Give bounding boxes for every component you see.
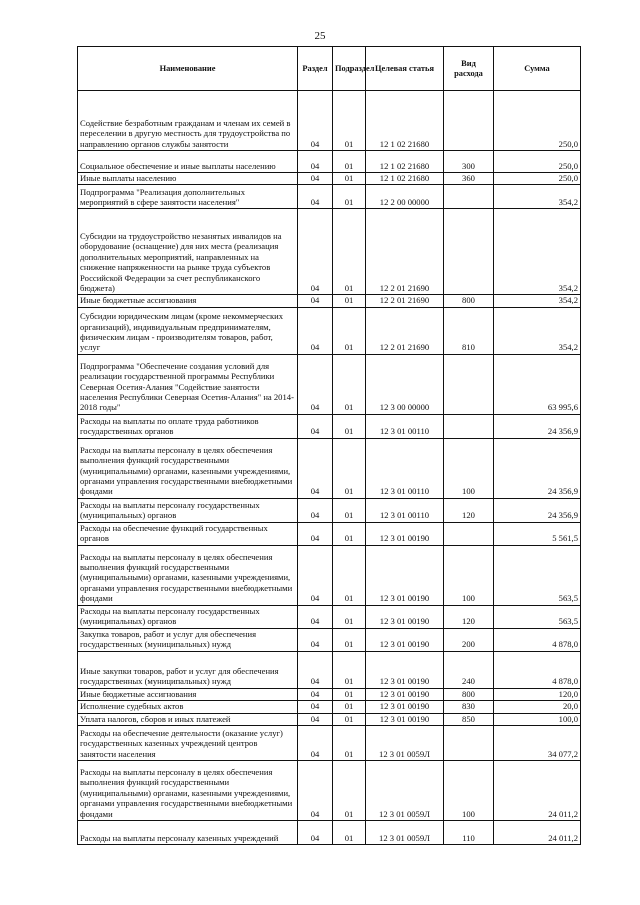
cell-amount: 5 561,5 bbox=[494, 522, 581, 545]
cell-section: 04 bbox=[298, 185, 333, 209]
table-row bbox=[78, 354, 581, 414]
cell-subsection: 01 bbox=[333, 295, 366, 307]
cell-target: 12 3 01 00190 bbox=[366, 701, 444, 713]
cell-subsection: 01 bbox=[333, 209, 366, 295]
cell-name: Содействие безработным гражданам и членам их семей в переселении в другую местность для трудоустройства по направлению органов службы занятости bbox=[78, 91, 298, 151]
cell-amount: 250,0 bbox=[494, 91, 581, 151]
cell-subsection: 01 bbox=[333, 726, 366, 761]
table-row bbox=[78, 498, 581, 522]
cell-expense-type: 120 bbox=[444, 498, 494, 522]
cell-section: 04 bbox=[298, 821, 333, 845]
cell-section: 04 bbox=[298, 605, 333, 628]
cell-name: Подпрограмма "Обеспечение создания условий для реализации государственной программы Республики Северная Осетия-Алания "Содействие занятости населения Республики Северная Осетия-Алания" на 2014-2018 годы" bbox=[78, 354, 298, 414]
cell-amount: 120,0 bbox=[494, 688, 581, 700]
cell-section: 04 bbox=[298, 688, 333, 700]
cell-expense-type: 300 bbox=[444, 151, 494, 173]
cell-amount: 20,0 bbox=[494, 701, 581, 713]
table-row bbox=[78, 545, 581, 605]
table-row bbox=[78, 726, 581, 761]
table-row bbox=[78, 151, 581, 173]
cell-amount: 24 356,9 bbox=[494, 498, 581, 522]
cell-section: 04 bbox=[298, 209, 333, 295]
header-expense-type: Вид расхода bbox=[444, 47, 494, 91]
cell-target: 12 3 01 00110 bbox=[366, 498, 444, 522]
cell-name: Иные закупки товаров, работ и услуг для обеспечения государственных (муниципальных) нужд bbox=[78, 651, 298, 688]
cell-subsection: 01 bbox=[333, 173, 366, 185]
cell-expense-type: 200 bbox=[444, 628, 494, 651]
cell-subsection: 01 bbox=[333, 91, 366, 151]
cell-subsection: 01 bbox=[333, 438, 366, 498]
cell-expense-type: 120 bbox=[444, 605, 494, 628]
cell-expense-type: 800 bbox=[444, 688, 494, 700]
cell-subsection: 01 bbox=[333, 545, 366, 605]
cell-amount: 354,2 bbox=[494, 185, 581, 209]
cell-amount: 563,5 bbox=[494, 605, 581, 628]
cell-amount: 4 878,0 bbox=[494, 628, 581, 651]
cell-amount: 100,0 bbox=[494, 713, 581, 725]
cell-subsection: 01 bbox=[333, 185, 366, 209]
cell-section: 04 bbox=[298, 151, 333, 173]
table-row bbox=[78, 438, 581, 498]
table-row bbox=[78, 307, 581, 354]
cell-amount: 24 011,2 bbox=[494, 761, 581, 821]
cell-name: Субсидии на трудоустройство незанятых инвалидов на оборудование (оснащение) для них места (реализация дополнительных мероприятий, направленных на снижение напряженности на рынке труда субъектов Российской Федерации за счет республиканского бюджета) bbox=[78, 209, 298, 295]
cell-expense-type bbox=[444, 414, 494, 438]
cell-section: 04 bbox=[298, 651, 333, 688]
cell-name: Иные бюджетные ассигнования bbox=[78, 295, 298, 307]
cell-name: Расходы на выплаты персоналу государственных (муниципальных) органов bbox=[78, 605, 298, 628]
cell-amount: 4 878,0 bbox=[494, 651, 581, 688]
header-section: Раздел bbox=[298, 47, 333, 91]
cell-amount: 354,2 bbox=[494, 295, 581, 307]
cell-target: 12 2 01 21690 bbox=[366, 209, 444, 295]
cell-amount: 354,2 bbox=[494, 307, 581, 354]
table-header-row bbox=[78, 47, 581, 91]
cell-target: 12 3 01 00190 bbox=[366, 713, 444, 725]
table-row bbox=[78, 91, 581, 151]
cell-amount: 354,2 bbox=[494, 209, 581, 295]
cell-name: Субсидии юридическим лицам (кроме некоммерческих организаций), индивидуальным предпринимателям, физическим лицам - производителям товаров, работ, услуг bbox=[78, 307, 298, 354]
cell-expense-type bbox=[444, 209, 494, 295]
cell-subsection: 01 bbox=[333, 713, 366, 725]
cell-section: 04 bbox=[298, 354, 333, 414]
cell-name: Расходы на выплаты по оплате труда работников государственных органов bbox=[78, 414, 298, 438]
cell-expense-type: 830 bbox=[444, 701, 494, 713]
cell-expense-type: 810 bbox=[444, 307, 494, 354]
table-row bbox=[78, 688, 581, 700]
cell-name: Расходы на выплаты персоналу в целях обеспечения выполнения функций государственными (муниципальными) органами, казенными учреждениями, органами управления государственными внебюджетными фондами bbox=[78, 545, 298, 605]
cell-subsection: 01 bbox=[333, 498, 366, 522]
cell-target: 12 1 02 21680 bbox=[366, 91, 444, 151]
table-row bbox=[78, 173, 581, 185]
cell-amount: 563,5 bbox=[494, 545, 581, 605]
cell-subsection: 01 bbox=[333, 628, 366, 651]
cell-expense-type: 100 bbox=[444, 438, 494, 498]
table-row bbox=[78, 295, 581, 307]
cell-section: 04 bbox=[298, 522, 333, 545]
cell-expense-type: 110 bbox=[444, 821, 494, 845]
table-row bbox=[78, 701, 581, 713]
cell-name: Закупка товаров, работ и услуг для обеспечения государственных (муниципальных) нужд bbox=[78, 628, 298, 651]
cell-expense-type bbox=[444, 91, 494, 151]
cell-target: 12 2 01 21690 bbox=[366, 307, 444, 354]
table-row bbox=[78, 821, 581, 845]
cell-target: 12 3 01 0059Л bbox=[366, 726, 444, 761]
cell-amount: 24 356,9 bbox=[494, 438, 581, 498]
cell-section: 04 bbox=[298, 498, 333, 522]
cell-name: Иные выплаты населению bbox=[78, 173, 298, 185]
cell-amount: 24 356,9 bbox=[494, 414, 581, 438]
cell-subsection: 01 bbox=[333, 688, 366, 700]
cell-target: 12 3 00 00000 bbox=[366, 354, 444, 414]
budget-table bbox=[77, 46, 581, 845]
cell-target: 12 3 01 00190 bbox=[366, 522, 444, 545]
cell-subsection: 01 bbox=[333, 761, 366, 821]
cell-target: 12 3 01 00190 bbox=[366, 628, 444, 651]
cell-section: 04 bbox=[298, 414, 333, 438]
cell-target: 12 3 01 00190 bbox=[366, 651, 444, 688]
cell-subsection: 01 bbox=[333, 821, 366, 845]
cell-section: 04 bbox=[298, 438, 333, 498]
cell-expense-type: 850 bbox=[444, 713, 494, 725]
cell-expense-type bbox=[444, 185, 494, 209]
page-number: 25 bbox=[314, 30, 326, 42]
header-subsection: Подраздел bbox=[333, 47, 366, 91]
table-body bbox=[78, 91, 581, 845]
table-row bbox=[78, 761, 581, 821]
cell-name: Расходы на обеспечение деятельности (оказание услуг) государственных казенных учреждений центров занятости населения bbox=[78, 726, 298, 761]
cell-expense-type: 240 bbox=[444, 651, 494, 688]
cell-expense-type bbox=[444, 726, 494, 761]
cell-target: 12 1 02 21680 bbox=[366, 173, 444, 185]
cell-expense-type: 100 bbox=[444, 761, 494, 821]
cell-target: 12 3 01 00190 bbox=[366, 545, 444, 605]
cell-name: Иные бюджетные ассигнования bbox=[78, 688, 298, 700]
table-row bbox=[78, 713, 581, 725]
table-row bbox=[78, 628, 581, 651]
cell-section: 04 bbox=[298, 91, 333, 151]
header-target: Целевая статья bbox=[366, 47, 444, 91]
table-row bbox=[78, 185, 581, 209]
cell-amount: 34 077,2 bbox=[494, 726, 581, 761]
cell-target: 12 2 00 00000 bbox=[366, 185, 444, 209]
cell-expense-type: 100 bbox=[444, 545, 494, 605]
cell-expense-type: 800 bbox=[444, 295, 494, 307]
cell-target: 12 3 01 00110 bbox=[366, 414, 444, 438]
table-row bbox=[78, 522, 581, 545]
cell-section: 04 bbox=[298, 761, 333, 821]
cell-name: Расходы на выплаты персоналу казенных учреждений bbox=[78, 821, 298, 845]
cell-amount: 250,0 bbox=[494, 173, 581, 185]
cell-section: 04 bbox=[298, 173, 333, 185]
cell-target: 12 1 02 21680 bbox=[366, 151, 444, 173]
cell-subsection: 01 bbox=[333, 522, 366, 545]
header-amount: Сумма bbox=[494, 47, 581, 91]
cell-subsection: 01 bbox=[333, 414, 366, 438]
cell-target: 12 3 01 00110 bbox=[366, 438, 444, 498]
cell-expense-type bbox=[444, 522, 494, 545]
cell-subsection: 01 bbox=[333, 354, 366, 414]
cell-section: 04 bbox=[298, 701, 333, 713]
header-name: Наименование bbox=[78, 47, 298, 91]
cell-section: 04 bbox=[298, 307, 333, 354]
cell-section: 04 bbox=[298, 545, 333, 605]
cell-subsection: 01 bbox=[333, 307, 366, 354]
cell-name: Расходы на выплаты персоналу государственных (муниципальных) органов bbox=[78, 498, 298, 522]
cell-section: 04 bbox=[298, 295, 333, 307]
cell-subsection: 01 bbox=[333, 701, 366, 713]
table-row bbox=[78, 651, 581, 688]
cell-subsection: 01 bbox=[333, 605, 366, 628]
table-row bbox=[78, 209, 581, 295]
table-row bbox=[78, 605, 581, 628]
cell-target: 12 2 01 21690 bbox=[366, 295, 444, 307]
cell-target: 12 3 01 0059Л bbox=[366, 761, 444, 821]
cell-subsection: 01 bbox=[333, 151, 366, 173]
cell-name: Расходы на обеспечение функций государственных органов bbox=[78, 522, 298, 545]
cell-name: Социальное обеспечение и иные выплаты населению bbox=[78, 151, 298, 173]
cell-section: 04 bbox=[298, 726, 333, 761]
cell-target: 12 3 01 00190 bbox=[366, 688, 444, 700]
cell-section: 04 bbox=[298, 628, 333, 651]
cell-expense-type: 360 bbox=[444, 173, 494, 185]
cell-target: 12 3 01 00190 bbox=[366, 605, 444, 628]
table-row bbox=[78, 414, 581, 438]
cell-expense-type bbox=[444, 354, 494, 414]
cell-name: Исполнение судебных актов bbox=[78, 701, 298, 713]
cell-target: 12 3 01 0059Л bbox=[366, 821, 444, 845]
cell-name: Расходы на выплаты персоналу в целях обеспечения выполнения функций государственными (муниципальными) органами, казенными учреждениями, органами управления государственными внебюджетными фондами bbox=[78, 761, 298, 821]
cell-name: Уплата налогов, сборов и иных платежей bbox=[78, 713, 298, 725]
cell-name: Расходы на выплаты персоналу в целях обеспечения выполнения функций государственными (муниципальными) органами, казенными учреждениями, органами управления государственными внебюджетными фондами bbox=[78, 438, 298, 498]
cell-amount: 63 995,6 bbox=[494, 354, 581, 414]
cell-name: Подпрограмма "Реализация дополнительных мероприятий в сфере занятости населения" bbox=[78, 185, 298, 209]
cell-subsection: 01 bbox=[333, 651, 366, 688]
cell-amount: 250,0 bbox=[494, 151, 581, 173]
cell-section: 04 bbox=[298, 713, 333, 725]
cell-amount: 24 011,2 bbox=[494, 821, 581, 845]
